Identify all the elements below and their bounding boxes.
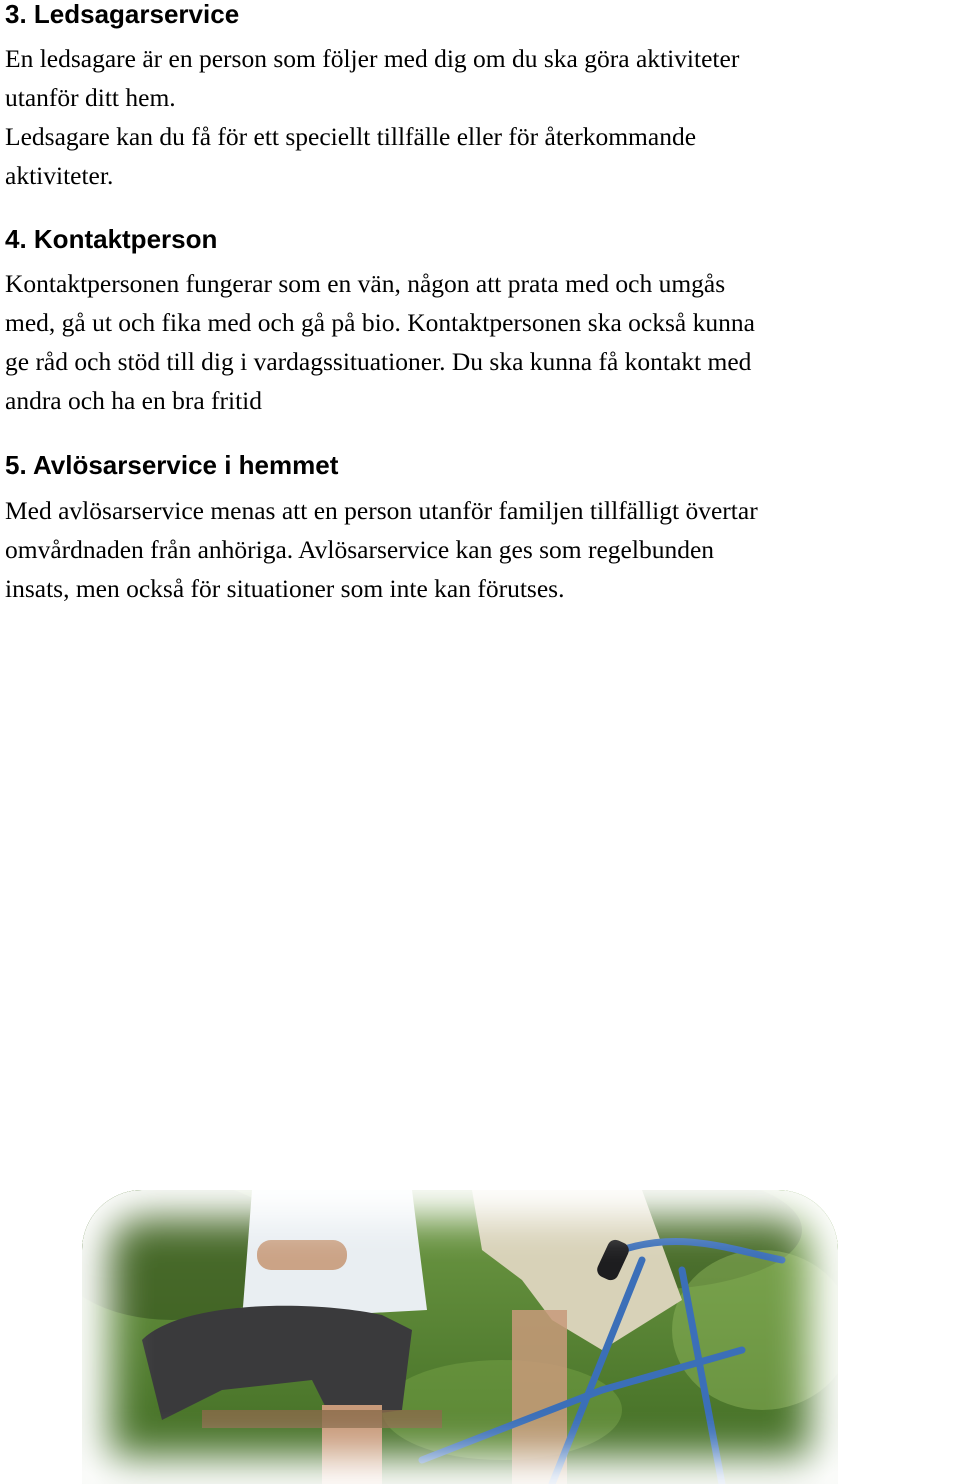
paragraph-line: omvårdnaden från anhöriga. Avlösarservice kan ges som regelbunden <box>5 535 715 564</box>
paragraph-line: En ledsagare är en person som följer med dig om du ska göra aktiviteter <box>5 44 740 73</box>
paragraph-line: Kontaktpersonen fungerar som en vän, någon att prata med och umgås <box>5 269 726 298</box>
paragraph-line: Ledsagare kan du få för ett speciellt tillfälle eller för återkommande <box>5 122 697 151</box>
section-avlosarservice <box>5 451 960 608</box>
section-paragraph <box>5 39 960 195</box>
section-kontaktperson <box>5 225 960 420</box>
paragraph-line: Med avlösarservice menas att en person utanför familjen tillfälligt övertar <box>5 496 758 525</box>
section-paragraph <box>5 491 960 608</box>
person-arm <box>257 1240 347 1270</box>
paragraph-line: aktiviteter. <box>5 161 114 190</box>
bench-seat <box>202 1410 442 1428</box>
photo-people-with-bicycle <box>82 1190 838 1484</box>
section-paragraph <box>5 264 960 420</box>
paragraph-line: med, gå ut och fika med och gå på bio. Kontaktpersonen ska också kunna <box>5 308 755 337</box>
section-heading: 5. Avlösarservice i hemmet <box>5 450 339 480</box>
section-heading: 3. Ledsagarservice <box>5 0 240 29</box>
section-heading: 4. Kontaktperson <box>5 224 218 254</box>
paragraph-line: utanför ditt hem. <box>5 83 176 112</box>
paragraph-line: ge råd och stöd till dig i vardagssituationer. Du ska kunna få kontakt med <box>5 347 752 376</box>
section-ledsagarservice <box>5 0 960 195</box>
paragraph-line: insats, men också för situationer som inte kan förutses. <box>5 574 565 603</box>
paragraph-line: andra och ha en bra fritid <box>5 386 263 415</box>
